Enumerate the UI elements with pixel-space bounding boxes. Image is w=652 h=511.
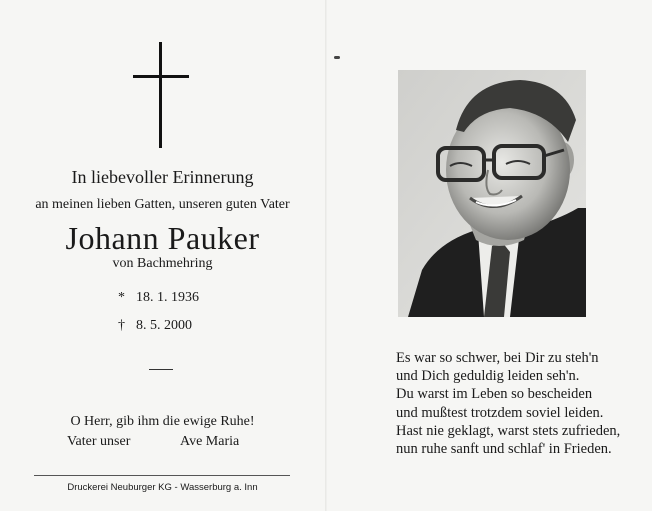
poem <box>396 349 620 458</box>
divider-short <box>149 369 173 370</box>
poem-line: Es war so schwer, bei Dir zu steh'n <box>396 350 599 366</box>
poem-line: und Dich geduldig leiden seh'n. <box>396 368 580 385</box>
spouse-line: an meinen lieben Gatten, unseren guten Vater <box>35 197 290 212</box>
prayer-vater-unser: Vater unser <box>67 434 131 449</box>
birth-symbol: * <box>118 290 125 305</box>
death-date: 8. 5. 2000 <box>136 318 192 333</box>
poem-line: und mußtest trotzdem soviel leiden. <box>396 404 604 421</box>
poem-line: Hast nie geklagt, warst stets zufrieden, <box>396 422 621 439</box>
birth-line <box>118 290 199 306</box>
prayer-ave-maria: Ave Maria <box>180 434 240 449</box>
death-line <box>118 318 192 334</box>
footer-divider <box>34 475 290 476</box>
origin-line: von Bachmehring <box>112 256 213 271</box>
death-symbol: † <box>118 318 125 333</box>
poem-line: nun ruhe sanft und schlaf' in Frieden. <box>396 441 612 458</box>
prayer-line: O Herr, gib ihm die ewige Ruhe! <box>70 414 255 429</box>
deceased-name: Johann Pauker <box>65 220 260 256</box>
speck <box>334 56 340 59</box>
portrait-photo <box>398 70 586 317</box>
portrait-image <box>398 70 586 317</box>
birth-date: 18. 1. 1936 <box>136 290 199 305</box>
card-fold <box>325 0 327 511</box>
poem-line: Du warst im Leben so bescheiden <box>396 386 593 403</box>
printer-credit: Druckerei Neuburger KG - Wasserburg a. Inn <box>67 482 258 493</box>
memory-heading: In liebevoller Erinnerung <box>71 167 254 187</box>
